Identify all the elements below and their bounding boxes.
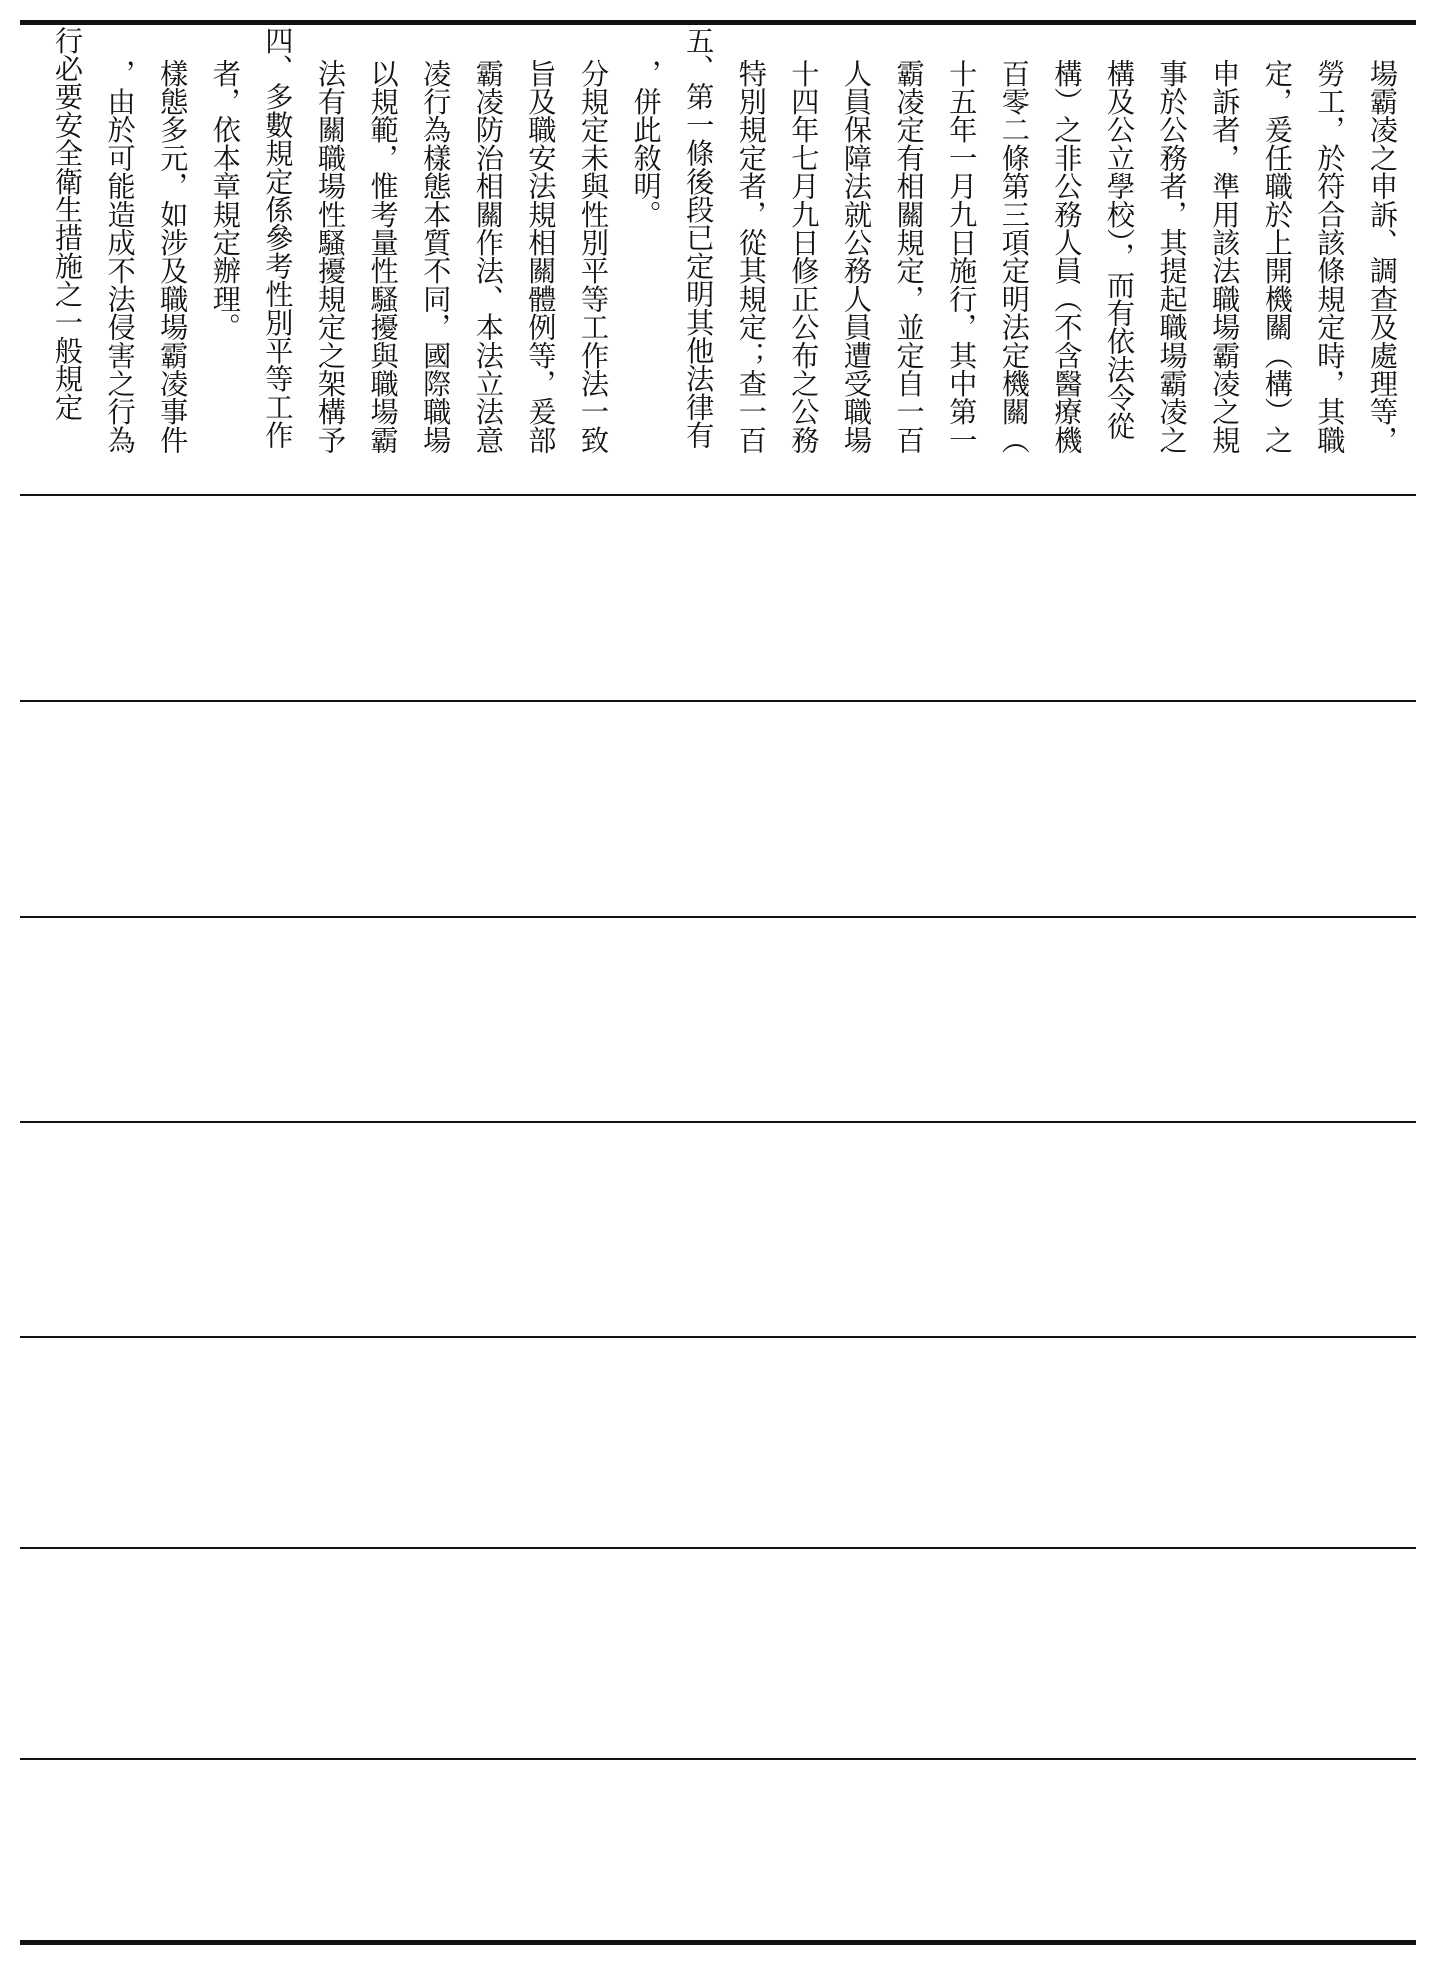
text-column: 霸凌定有相關規定，並定自一百	[892, 59, 926, 454]
top-rule	[20, 20, 1416, 25]
text-column: 法有關職場性騷擾規定之架構予	[314, 59, 347, 454]
text-column: 人員保障法就公務人員遭受職場	[840, 59, 873, 454]
text-column: 百零二條第三項定明法定機關（	[997, 59, 1031, 454]
text-column: ，由於可能造成不法侵害之行為	[103, 59, 137, 454]
text-column: 場霸凌之申訴、調查及處理等，	[1366, 59, 1399, 454]
text-column: 十五年一月九日施行，其中第一	[945, 59, 979, 454]
empty-table-row	[20, 1760, 1416, 1940]
text-column: 以規範，惟考量性騷擾與職場霸	[366, 59, 400, 454]
text-column: 凌行為樣態本質不同，國際職場	[419, 59, 453, 454]
text-column: 四、多數規定係參考性別平等工作	[261, 26, 295, 449]
bottom-rule	[20, 1940, 1416, 1945]
empty-table-row	[20, 702, 1416, 916]
text-column: 勞工，於符合該條規定時，其職	[1313, 59, 1347, 454]
text-column: 行必要安全衛生措施之一般規定	[51, 26, 84, 421]
text-column: 事於公務者，其提起職場霸凌之	[1155, 59, 1189, 454]
text-column: 定，爰任職於上開機關（構）之	[1260, 59, 1294, 454]
text-column: 構）之非公務人員（不含醫療機	[1050, 59, 1084, 454]
text-column: 特別規定者，從其規定；查一百	[734, 59, 768, 454]
text-column: 者，依本章規定辦理。	[208, 59, 242, 341]
text-column: 旨及職安法規相關體例等，爰部	[524, 59, 558, 454]
empty-table-row	[20, 1123, 1416, 1336]
vertical-text-block	[20, 26, 1416, 488]
empty-table-row	[20, 496, 1416, 700]
text-column: 構及公立學校），而有依法令從	[1103, 59, 1136, 440]
empty-table-row	[20, 1549, 1416, 1758]
empty-table-row	[20, 1338, 1416, 1547]
text-column: 霸凌防治相關作法、本法立法意	[471, 59, 505, 454]
text-column: 樣態多元，如涉及職場霸凌事件	[156, 59, 190, 454]
empty-table-row	[20, 918, 1416, 1121]
text-column: 十四年七月九日修正公布之公務	[787, 59, 821, 454]
text-column: ，併此敘明。	[629, 59, 663, 229]
text-column: 五、第一條後段已定明其他法律有	[682, 26, 716, 449]
text-column: 申訴者，準用該法職場霸凌之規	[1208, 59, 1242, 454]
text-column: 分規定未與性別平等工作法一致	[577, 59, 610, 454]
